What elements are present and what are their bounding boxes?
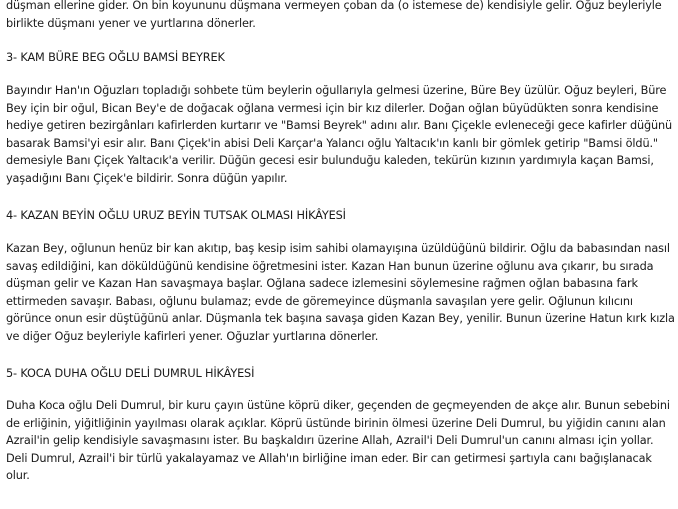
text-line: Bey için bir oğul, Bican Bey'e de doğacak oğlana vermesi için bir kız dilerler. Doğan oğlan büyüdükten sonra kendisine	[6, 101, 659, 115]
section5-paragraph	[6, 397, 670, 485]
text-line: de erliğinin, yiğitliğinin yayılması olarak açıklar. Köprü üstünde birinin ölmesi üzerine Deli Dumrul, bu yiğidin canını alan	[6, 416, 666, 430]
text-line: ettirmeden savaşır. Babası, oğlunu bulamaz; evde de göremeyince düşmanla savaşılan yere gelir. Oğlunun kılıcını	[6, 294, 633, 308]
text-line: basarak Bamsi'yi esir alır. Banı Çiçek'in abisi Deli Karçar'a Yalancı oğlu Yaltacık'ın kanlı bir gömlek getirip "Bamsi öldü."	[6, 136, 658, 150]
text-line: ve diğer Oğuz beyleriyle kafirleri yener. Oğuzlar yurtlarına dönerler.	[6, 329, 379, 343]
text-line: yaşadığını Banı Çiçek'e bildirir. Sonra düğün yapılır.	[6, 171, 288, 185]
section-heading-3: 3- KAM BÜRE BEG OĞLU BAMSİ BEYREK	[6, 51, 225, 64]
section-heading-4: 4- KAZAN BEYİN OĞLU URUZ BEYİN TUTSAK OLMASI HİKÂYESİ	[6, 209, 346, 222]
text-line: Bayındır Han'ın Oğuzları topladığı sohbete tüm beylerin oğullarıyla gelmesi üzerine, Büre Bey üzülür. Oğuz beyleri, Büre	[6, 84, 667, 97]
text-line: savaş edildiğini, kan döküldüğünü kendisine öğretmesini ister. Kazan Han bunun üzerine oğlunu ava çıkarır, bu sırada	[6, 259, 654, 273]
section3-paragraph	[6, 82, 672, 188]
intro-paragraph	[6, 0, 662, 32]
text-line: olur.	[6, 469, 30, 483]
text-line: düşman ellerine gider. On bin koyununu düşmana vermeyen çoban da (o istemese de) kendisiyle gelir. Oğuz beyleriyle	[6, 0, 662, 12]
section-heading-5: 5- KOCA DUHA OĞLU DELİ DUMRUL HİKÂYESİ	[6, 367, 255, 380]
section4-paragraph	[6, 240, 675, 346]
text-line: hediye getiren bezirgânları kafirlerden kurtarır ve "Bamsi Beyrek" adını alır. Banı Çiçekle evleneceği gece kafirler düğünü	[6, 119, 673, 133]
text-line: görünce onun esir düştüğünü anlar. Düşmanla tek başına savaşa giden Kazan Bey, yenilir. Bunun üzerine Hatun kırk kızla	[6, 312, 675, 326]
text-line: demesiyle Banı Çiçek Yaltacık'a verilir. Düğün gecesi esir bulunduğu kaleden, tekürün kızının yardımıyla kaçan Bamsi,	[6, 154, 654, 168]
text-line: Kazan Bey, oğlunun henüz bir kan akıtıp, baş kesip isim sahibi olamayışına üzüldüğünü bildirir. Oğlu da babasından nasıl	[6, 242, 670, 255]
text-line: Deli Dumrul, Azrail'i bir türlü yakalayamaz ve Allah'ın birliğine iman eder. Bir can getirmesi şartıyla canı bağışlanacak	[6, 451, 652, 465]
text-line: Azrail'in gelip kendisiyle savaşmasını ister. Bu başkaldırı üzerine Allah, Azrail'i Deli Dumrul'un canını alması için yollar.	[6, 434, 654, 448]
text-line: Duha Koca oğlu Deli Dumrul, bir kuru çayın üstüne köprü diker, geçenden de geçmeyenden de akçe alır. Bunun sebebini	[6, 399, 670, 412]
text-line: birlikte düşmanı yener ve yurtlarına dönerler.	[6, 16, 256, 30]
text-line: düşman gelir ve Kazan Han savaşmaya başlar. Oğlana sadece izlemesini söylemesine rağmen oğlan babasına fark	[6, 277, 638, 291]
